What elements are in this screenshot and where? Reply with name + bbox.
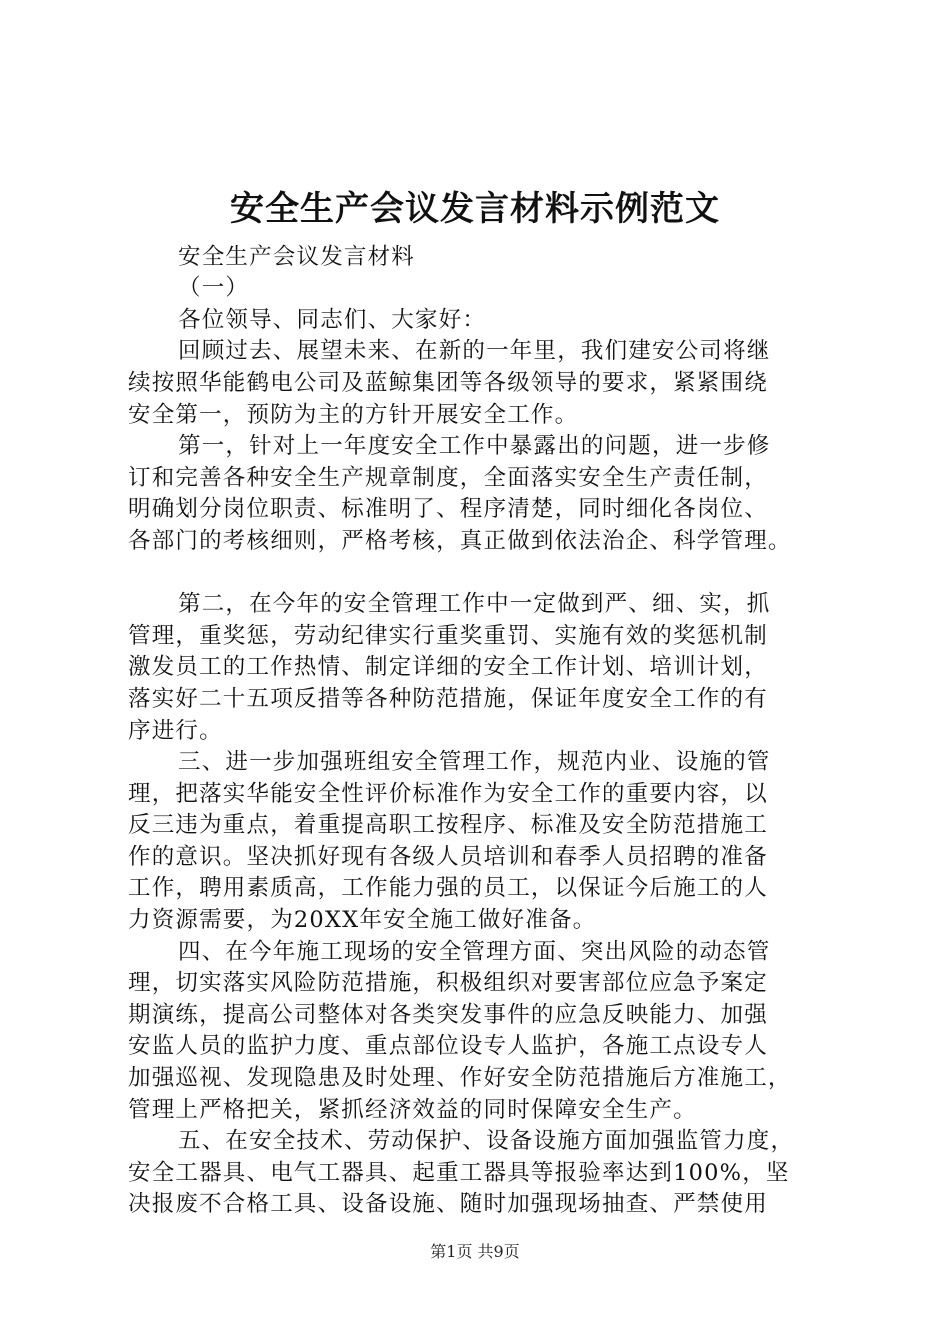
body-line: 序进行。 <box>128 717 223 744</box>
body-line: 五、在安全技术、劳动保护、设备设施方面加强监管力度， <box>178 1128 795 1155</box>
body-line: 管理上严格把关，紧抓经济效益的同时保障安全生产。 <box>128 1096 697 1123</box>
body-line: 回顾过去、展望未来、在新的一年里，我们建安公司将继 <box>178 338 771 365</box>
body-line: 订和完善各种安全生产规章制度，全面落实安全生产责任制， <box>128 464 768 491</box>
body-line: 理，把落实华能安全性评价标准作为安全工作的重要内容，以 <box>128 780 768 807</box>
body-line: 安监人员的监护力度、重点部位设专人监护，各施工点设专人 <box>128 1033 768 1060</box>
body-line: 各位领导、同志们、大家好： <box>178 306 487 333</box>
body-line: 决报废不合格工具、设备设施、随时加强现场抽查、严禁使用 <box>128 1191 768 1218</box>
blank-line <box>128 558 850 590</box>
body-line: 各部门的考核细则，严格考核，真正做到依法治企、科学管理。 <box>128 527 792 554</box>
body-line: 激发员工的工作热情、制定详细的安全工作计划、培训计划， <box>128 654 768 681</box>
body-line: 管理，重奖惩，劳动纪律实行重奖重罚、实施有效的奖惩机制 <box>128 622 768 649</box>
body-line: 安全第一，预防为主的方针开展安全工作。 <box>128 401 579 428</box>
document-body <box>128 210 850 1221</box>
body-line: 理，切实落实风险防范措施，积极组织对要害部位应急予案定 <box>128 970 768 997</box>
body-line: 第一，针对上一年度安全工作中暴露出的问题，进一步修 <box>178 433 771 460</box>
body-line: 反三违为重点，着重提高职工按程序、标准及安全防范措施工 <box>128 812 768 839</box>
body-line: （一） <box>178 275 250 302</box>
body-line: 第二，在今年的安全管理工作中一定做到严、细、实，抓 <box>178 591 771 618</box>
document-title: 安全生产会议发言材料示例范文 <box>230 189 720 229</box>
blank-line <box>128 210 850 242</box>
body-line: 落实好二十五项反措等各种防范措施，保证年度安全工作的有 <box>128 685 768 712</box>
body-line: 三、进一步加强班组安全管理工作，规范内业、设施的管 <box>178 749 771 776</box>
body-line: 续按照华能鹤电公司及蓝鲸集团等各级领导的要求，紧紧围绕 <box>128 369 768 396</box>
body-line: 加强巡视、发现隐患及时处理、作好安全防范措施后方准施工， <box>128 1065 792 1092</box>
page-footer: 第1页 共9页 <box>430 1242 520 1261</box>
body-line: 安全工器具、电气工器具、起重工器具等报验率达到100%，坚 <box>128 1159 790 1186</box>
body-line: 工作，聘用素质高，工作能力强的员工，以保证今后施工的人 <box>128 875 768 902</box>
body-line: 期演练，提高公司整体对各类突发事件的应急反映能力、加强 <box>128 1001 768 1028</box>
body-line: 安全生产会议发言材料 <box>178 243 416 270</box>
body-line: 力资源需要，为20XX年安全施工做好准备。 <box>128 907 597 934</box>
body-line: 明确划分岗位职责、标准明了、程序清楚，同时细化各岗位、 <box>128 496 768 523</box>
body-line: 作的意识。坚决抓好现有各级人员培训和春季人员招聘的准备 <box>128 843 768 870</box>
body-line: 四、在今年施工现场的安全管理方面、突出风险的动态管 <box>178 938 771 965</box>
